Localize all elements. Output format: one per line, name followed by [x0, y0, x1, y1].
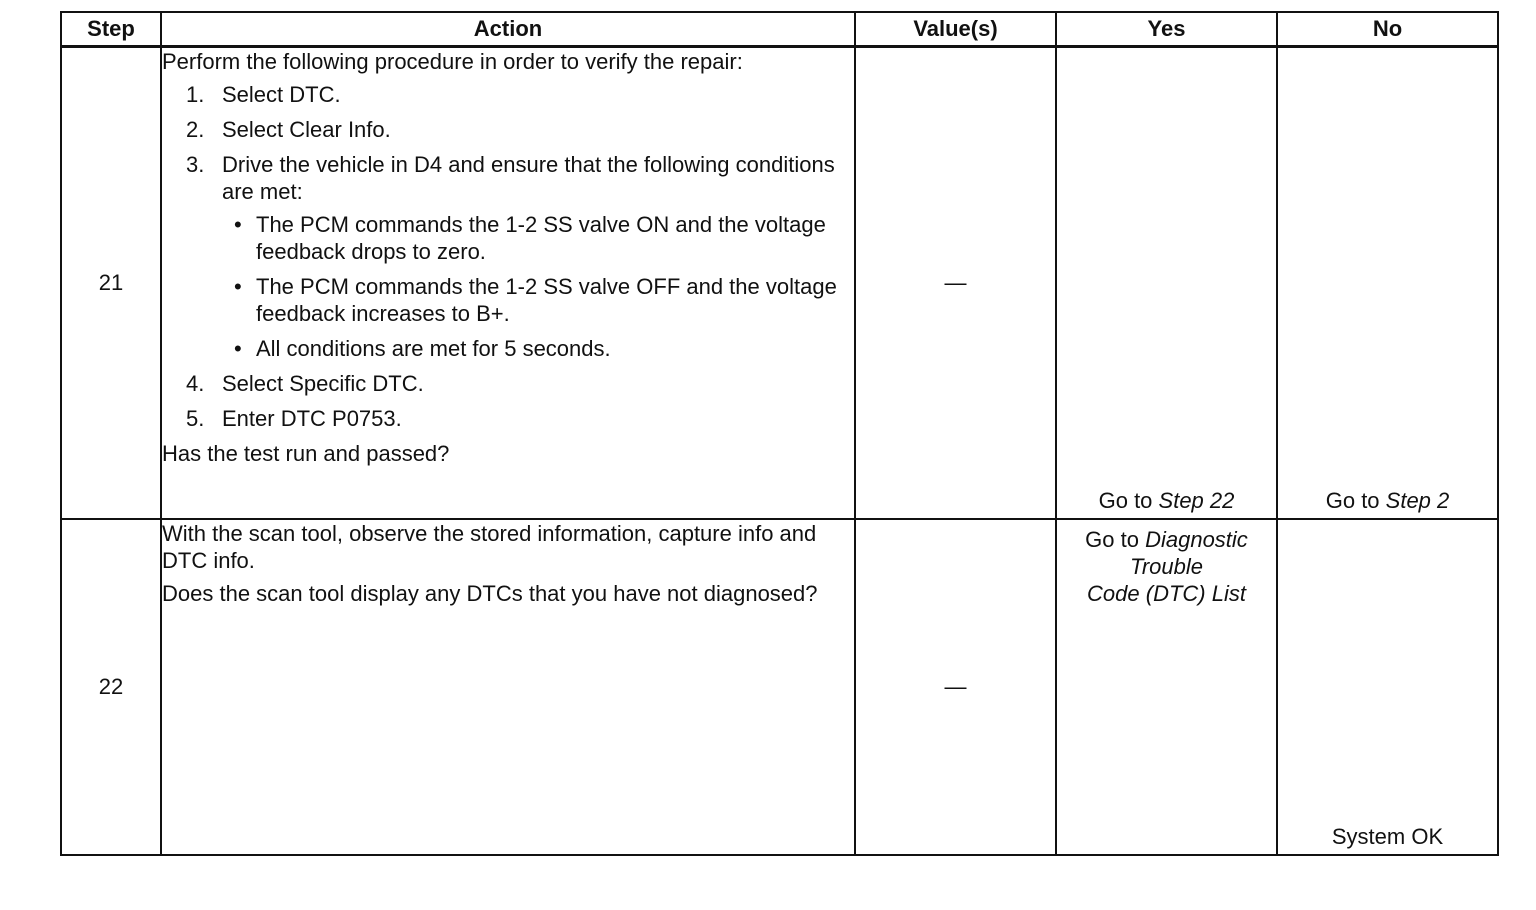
bullet-text: The PCM commands the 1-2 SS valve ON and the voltage feedback drops to zero. — [256, 212, 826, 264]
list-item-text: Select Clear Info. — [222, 117, 391, 142]
conditions-list — [222, 211, 854, 362]
value-dash: — — [944, 270, 967, 295]
yes-instruction — [1057, 520, 1276, 607]
list-item — [162, 151, 854, 362]
bullet-text: The PCM commands the 1-2 SS valve OFF and the voltage feedback increases to B+. — [256, 274, 837, 326]
yes-prefix: Go to — [1098, 488, 1159, 513]
list-item — [162, 81, 854, 108]
action-question: Has the test run and passed? — [162, 441, 450, 466]
yes-instruction — [1057, 488, 1276, 514]
header-action: Action — [161, 12, 855, 47]
list-item — [162, 116, 854, 143]
header-values: Value(s) — [855, 12, 1056, 47]
list-item-number: 4. — [186, 371, 205, 396]
no-prefix: Go to — [1325, 488, 1386, 513]
action-intro: Perform the following procedure in order to verify the repair: — [162, 49, 743, 74]
step-number: 22 — [61, 519, 161, 855]
no-cell — [1277, 47, 1498, 520]
yes-cell — [1056, 519, 1277, 855]
action-intro: With the scan tool, observe the stored information, capture info and DTC info. — [162, 521, 817, 573]
list-item-number: 5. — [186, 406, 205, 431]
list-item — [162, 370, 854, 397]
yes-link-line[interactable]: Trouble — [1130, 554, 1203, 579]
list-item-text: Enter DTC P0753. — [222, 406, 402, 431]
list-item-text: Select DTC. — [222, 82, 341, 107]
yes-link-line[interactable]: Diagnostic — [1145, 527, 1248, 552]
bullet-text: All conditions are met for 5 seconds. — [256, 336, 611, 361]
list-item-number: 2. — [186, 117, 205, 142]
bullet-item — [222, 211, 854, 265]
value-dash: — — [944, 674, 967, 699]
list-item-number: 1. — [186, 82, 205, 107]
action-question: Does the scan tool display any DTCs that you have not diagnosed? — [162, 581, 818, 606]
list-item — [162, 405, 854, 432]
bullet-icon: • — [234, 274, 242, 299]
action-cell — [161, 47, 855, 520]
list-item-text: Select Specific DTC. — [222, 371, 424, 396]
no-instruction — [1278, 488, 1497, 514]
yes-prefix: Go to — [1085, 527, 1146, 552]
procedure-list — [162, 81, 854, 432]
value-cell — [855, 47, 1056, 520]
header-no: No — [1277, 12, 1498, 47]
yes-cell — [1056, 47, 1277, 520]
header-step: Step — [61, 12, 161, 47]
diagnostic-table — [60, 11, 1499, 856]
table-row — [61, 47, 1498, 520]
list-item-text: Drive the vehicle in D4 and ensure that the following conditions are met: — [222, 152, 835, 204]
list-item-number: 3. — [186, 152, 205, 177]
no-instruction: System OK — [1331, 824, 1444, 849]
no-cell — [1277, 519, 1498, 855]
bullet-icon: • — [234, 336, 242, 361]
bullet-item — [222, 273, 854, 327]
yes-step-link[interactable]: Step 22 — [1158, 488, 1235, 513]
no-step-link[interactable]: Step 2 — [1385, 488, 1450, 513]
bullet-icon: • — [234, 212, 242, 237]
table-row — [61, 519, 1498, 855]
bullet-item — [222, 335, 854, 362]
step-number: 21 — [61, 47, 161, 520]
table-header-row — [61, 12, 1498, 47]
value-cell — [855, 519, 1056, 855]
header-yes: Yes — [1056, 12, 1277, 47]
action-cell — [161, 519, 855, 855]
yes-link-line[interactable]: Code (DTC) List — [1087, 581, 1246, 606]
